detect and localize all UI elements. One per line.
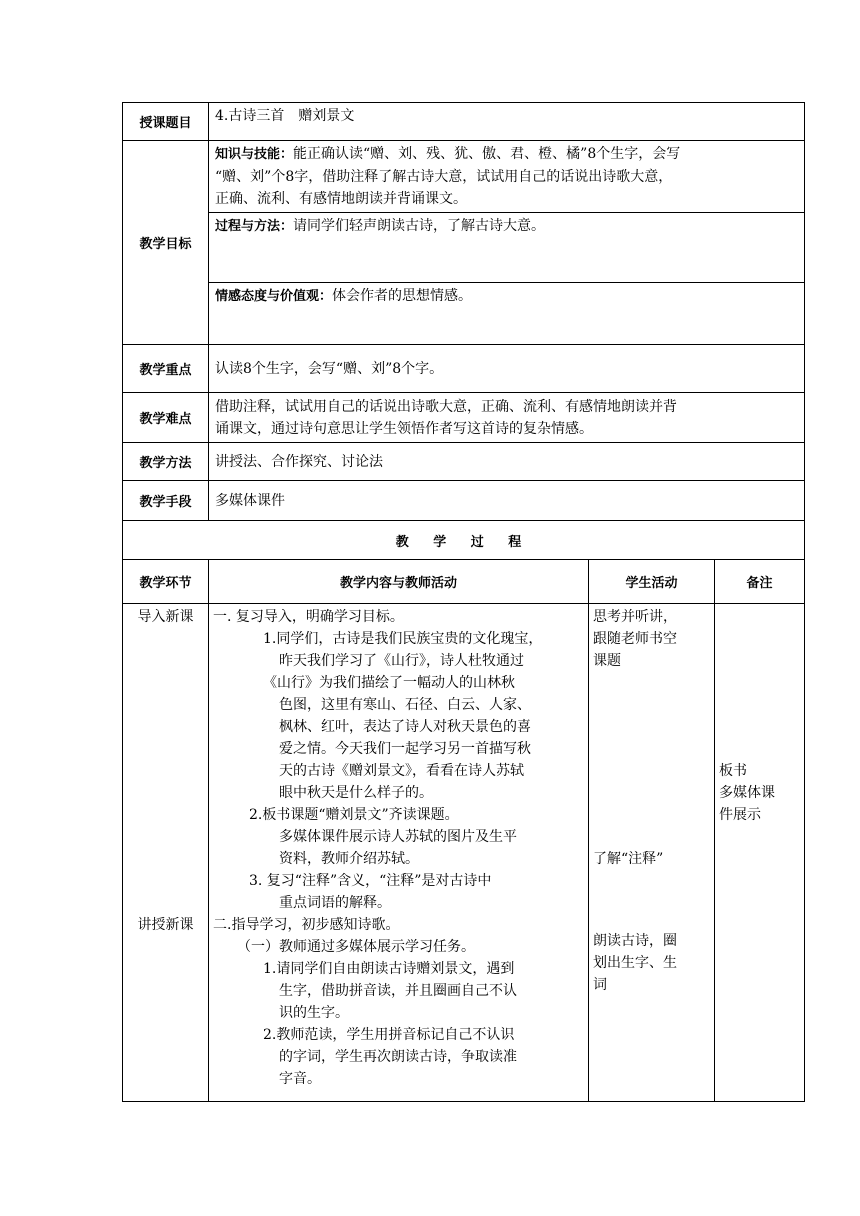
means-label: 教学手段 xyxy=(123,481,209,521)
student-line: 跟随老师书空 xyxy=(593,631,677,647)
student-line: 了解“注释” xyxy=(593,851,664,867)
key-points-value: 认读8个生字，会写“赠、刘”8个字。 xyxy=(209,345,805,393)
process-title-row xyxy=(123,521,805,560)
content-line: 《山行》为我们描绘了一幅动人的山林秋 xyxy=(263,675,515,691)
content-line: 枫林、红叶，表达了诗人对秋天景色的喜 xyxy=(279,719,531,735)
content-line: 多媒体课件展示诗人苏轼的图片及生平 xyxy=(279,829,517,845)
means-row xyxy=(123,481,805,521)
student-cell xyxy=(589,604,715,1102)
methods-label: 教学方法 xyxy=(123,443,209,481)
process-method-text: 请同学们轻声朗读古诗，了解古诗大意。 xyxy=(293,218,546,234)
topic-label: 授课题目 xyxy=(123,103,209,141)
objectives-label: 教学目标 xyxy=(123,141,209,345)
stage-gap xyxy=(127,628,204,914)
knowledge-cell xyxy=(209,141,805,213)
content-line: 二.指导学习，初步感知诗歌。 xyxy=(213,917,400,933)
process-title xyxy=(123,521,805,560)
emotion-text: 体会作者的思想情感。 xyxy=(332,288,473,304)
process-title-text: 教 学 过 程 xyxy=(395,534,532,550)
content-line: 的字词，学生再次朗读古诗，争取读准 xyxy=(279,1049,517,1065)
methods-row xyxy=(123,443,805,481)
student-gap xyxy=(593,672,710,848)
student-line: 划出生字、生 xyxy=(593,955,677,971)
difficulties-cell xyxy=(209,393,805,443)
content-line: 爱之情。今天我们一起学习另一首描写秋 xyxy=(279,741,531,757)
content-line: 资料，教师介绍苏轼。 xyxy=(279,851,419,867)
header-note: 备注 xyxy=(715,560,805,604)
process-header-row xyxy=(123,560,805,604)
topic-value: 4.古诗三首 赠刘景文 xyxy=(209,103,805,141)
content-line: 2.教师范读，学生用拼音标记自己不认识 xyxy=(263,1027,515,1043)
key-points-row xyxy=(123,345,805,393)
header-stage: 教学环节 xyxy=(123,560,209,604)
means-value: 多媒体课件 xyxy=(209,481,805,521)
knowledge-line: “赠、刘”个8字，借助注释了解古诗大意，试试用自己的话说出诗歌大意， xyxy=(215,169,673,185)
student-line: 朗读古诗，圈 xyxy=(593,933,677,949)
content-line: （一）教师通过多媒体展示学习任务。 xyxy=(237,939,475,955)
content-line: 生字，借助拼音读，并且圈画自己不认 xyxy=(279,983,517,999)
knowledge-line: 正确、流利、有感情地朗读并背诵课文。 xyxy=(215,191,467,207)
emotion-title: 情感态度与价值观： xyxy=(215,289,333,304)
difficulties-line: 借助注释，试试用自己的话说出诗歌大意，正确、流利、有感情地朗读并背 xyxy=(215,398,677,415)
key-points-label: 教学重点 xyxy=(123,345,209,393)
objectives-process-row xyxy=(123,213,805,283)
note-line: 件展示 xyxy=(719,807,761,823)
stage-teach: 讲授新课 xyxy=(137,917,194,933)
content-line: 昨天我们学习了《山行》，诗人杜牧通过 xyxy=(279,653,524,669)
topic-row xyxy=(123,103,805,141)
process-method-title: 过程与方法： xyxy=(215,219,294,234)
content-line: 天的古诗《赠刘景文》，看看在诗人苏轼 xyxy=(279,763,524,779)
note-gap xyxy=(719,606,800,760)
content-line: 字音。 xyxy=(279,1071,321,1087)
process-method-cell xyxy=(209,213,805,283)
stage-cell xyxy=(123,604,209,1102)
note-line: 板书 xyxy=(719,763,747,779)
header-student: 学生活动 xyxy=(589,560,715,604)
content-line: 色图，这里有寒山、石径、白云、人家、 xyxy=(279,697,531,713)
knowledge-line: 能正确认读“赠、刘、残、犹、傲、君、橙、橘”8个生字，会写 xyxy=(293,146,681,162)
difficulties-row xyxy=(123,393,805,443)
note-cell xyxy=(715,604,805,1102)
process-body-row xyxy=(123,604,805,1102)
objectives-knowledge-row xyxy=(123,141,805,213)
content-line: 1.请同学们自由朗读古诗赠刘景文，遇到 xyxy=(263,961,515,977)
methods-value: 讲授法、合作探究、讨论法 xyxy=(209,443,805,481)
difficulties-label: 教学难点 xyxy=(123,393,209,443)
content-line: 识的生字。 xyxy=(279,1005,349,1021)
lesson-plan-table xyxy=(122,102,805,1102)
emotion-cell xyxy=(209,283,805,345)
student-line: 课题 xyxy=(593,653,621,669)
objectives-emotion-row xyxy=(123,283,805,345)
content-line: 3. 复习“注释”含义，“注释”是对古诗中 xyxy=(249,873,492,889)
content-line: 1.同学们，古诗是我们民族宝贵的文化瑰宝， xyxy=(263,631,543,647)
content-cell xyxy=(209,604,589,1102)
knowledge-title: 知识与技能： xyxy=(215,147,294,162)
student-gap xyxy=(593,870,710,930)
student-line: 词 xyxy=(593,977,607,993)
content-line: 眼中秋天是什么样子的。 xyxy=(279,785,433,801)
content-line: 一. 复习导入，明确学习目标。 xyxy=(213,609,404,625)
content-line: 重点词语的解释。 xyxy=(279,895,391,911)
difficulties-line: 诵课文，通过诗句意思让学生领悟作者写这首诗的复杂情感。 xyxy=(215,420,593,437)
header-content: 教学内容与教师活动 xyxy=(209,560,589,604)
stage-intro: 导入新课 xyxy=(137,609,194,625)
student-line: 思考并听讲， xyxy=(593,609,677,625)
note-line: 多媒体课 xyxy=(719,785,775,801)
content-line: 2.板书课题“赠刘景文”齐读课题。 xyxy=(249,807,459,823)
